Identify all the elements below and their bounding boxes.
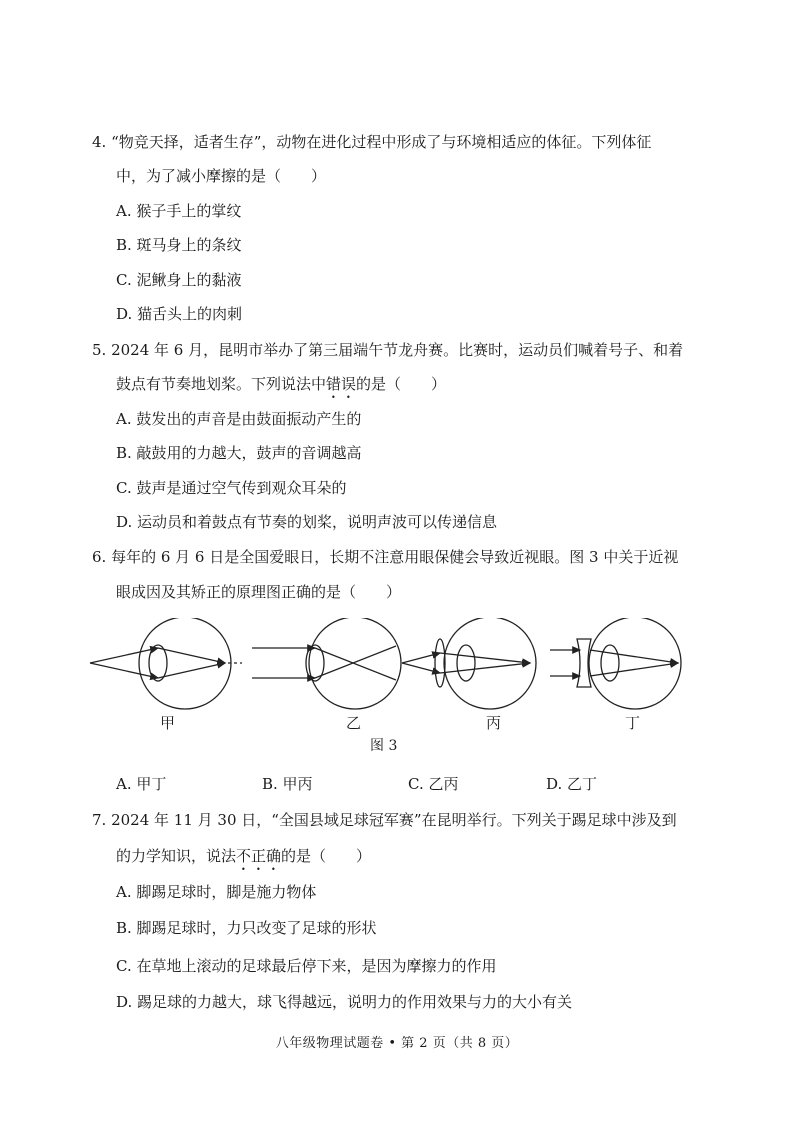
q4-stem-line2: 中，为了减小摩擦的是（ ）	[116, 167, 327, 185]
q4-option-d: D. 猫舌头上的肉刺	[116, 305, 243, 323]
q5-option-d: D. 运动员和着鼓点有节奏的划桨，说明声波可以传递信息	[116, 513, 498, 531]
q5-stem-line2	[116, 374, 446, 402]
q6-stem-line1: 6. 每年的 6 月 6 日是全国爱眼日，长期不注意用眼保健会导致近视眼。图 3 中关于近视	[92, 548, 679, 566]
q7-option-a: A. 脚踢足球时，脚是施力物体	[116, 883, 317, 901]
figure-caption: 图 3	[370, 738, 398, 754]
q4-option-a: A. 猴子手上的掌纹	[116, 202, 242, 220]
q5-option-a: A. 鼓发出的声音是由鼓面振动产生的	[116, 410, 362, 428]
q7-option-d: D. 踢足球的力越大，球飞得越远，说明力的作用效果与力的大小有关	[116, 993, 573, 1011]
figure-label-yi: 乙	[346, 714, 362, 732]
eye-diagram-yi	[252, 618, 401, 709]
q5-option-b: B. 敲鼓用的力越大，鼓声的音调越高	[116, 444, 362, 462]
q7-option-b: B. 脚踢足球时，力只改变了足球的形状	[116, 919, 377, 937]
q6-option-c: C. 乙丙	[408, 775, 459, 793]
figure-label-jia: 甲	[160, 714, 176, 732]
eye-diagram-jia	[90, 618, 242, 709]
q7-stem-line2	[116, 846, 371, 874]
q6-option-d: D. 乙丁	[546, 775, 598, 793]
q7-stem-tail: 的是（ ）	[281, 847, 372, 865]
q5-option-c: C. 鼓声是通过空气传到观众耳朵的	[116, 479, 347, 497]
q6-stem-line2: 眼成因及其矫正的原理图正确的是（ ）	[116, 583, 402, 601]
q7-stem-text: 的力学知识，说法	[116, 847, 237, 865]
eye-diagram-bing	[402, 618, 536, 709]
q7-emphasis: 不正确	[236, 847, 282, 865]
q5-stem-line1: 5. 2024 年 6 月，昆明市举办了第三届端午节龙舟赛。比赛时，运动员们喊着号子、和着	[92, 341, 684, 359]
q4-option-b: B. 斑马身上的条纹	[116, 236, 242, 254]
q5-stem-text: 鼓点有节奏地划桨。下列说法中	[116, 375, 327, 393]
q5-emphasis: 错误	[326, 375, 357, 393]
q6-option-b: B. 甲丙	[262, 775, 313, 793]
q7-option-c: C. 在草地上滚动的足球最后停下来，是因为摩擦力的作用	[116, 957, 497, 975]
q6-option-a: A. 甲丁	[116, 775, 167, 793]
page-footer: 八年级物理试题卷 • 第 2 页（共 8 页）	[275, 1036, 519, 1051]
q4-stem-line1: 4. “物竞天择，适者生存”，动物在进化过程中形成了与环境相适应的体征。下列体征	[92, 133, 652, 151]
figure-label-ding: 丁	[625, 714, 641, 732]
eye-diagram-ding	[550, 618, 681, 709]
figure-label-bing: 丙	[486, 714, 502, 732]
q4-option-c: C. 泥鳅身上的黏液	[116, 271, 242, 289]
q5-stem-tail: 的是（ ）	[356, 375, 447, 393]
q7-stem-line1: 7. 2024 年 11 月 30 日，“全国县域足球冠军赛”在昆明举行。下列关于踢足球中涉及到	[92, 811, 677, 829]
